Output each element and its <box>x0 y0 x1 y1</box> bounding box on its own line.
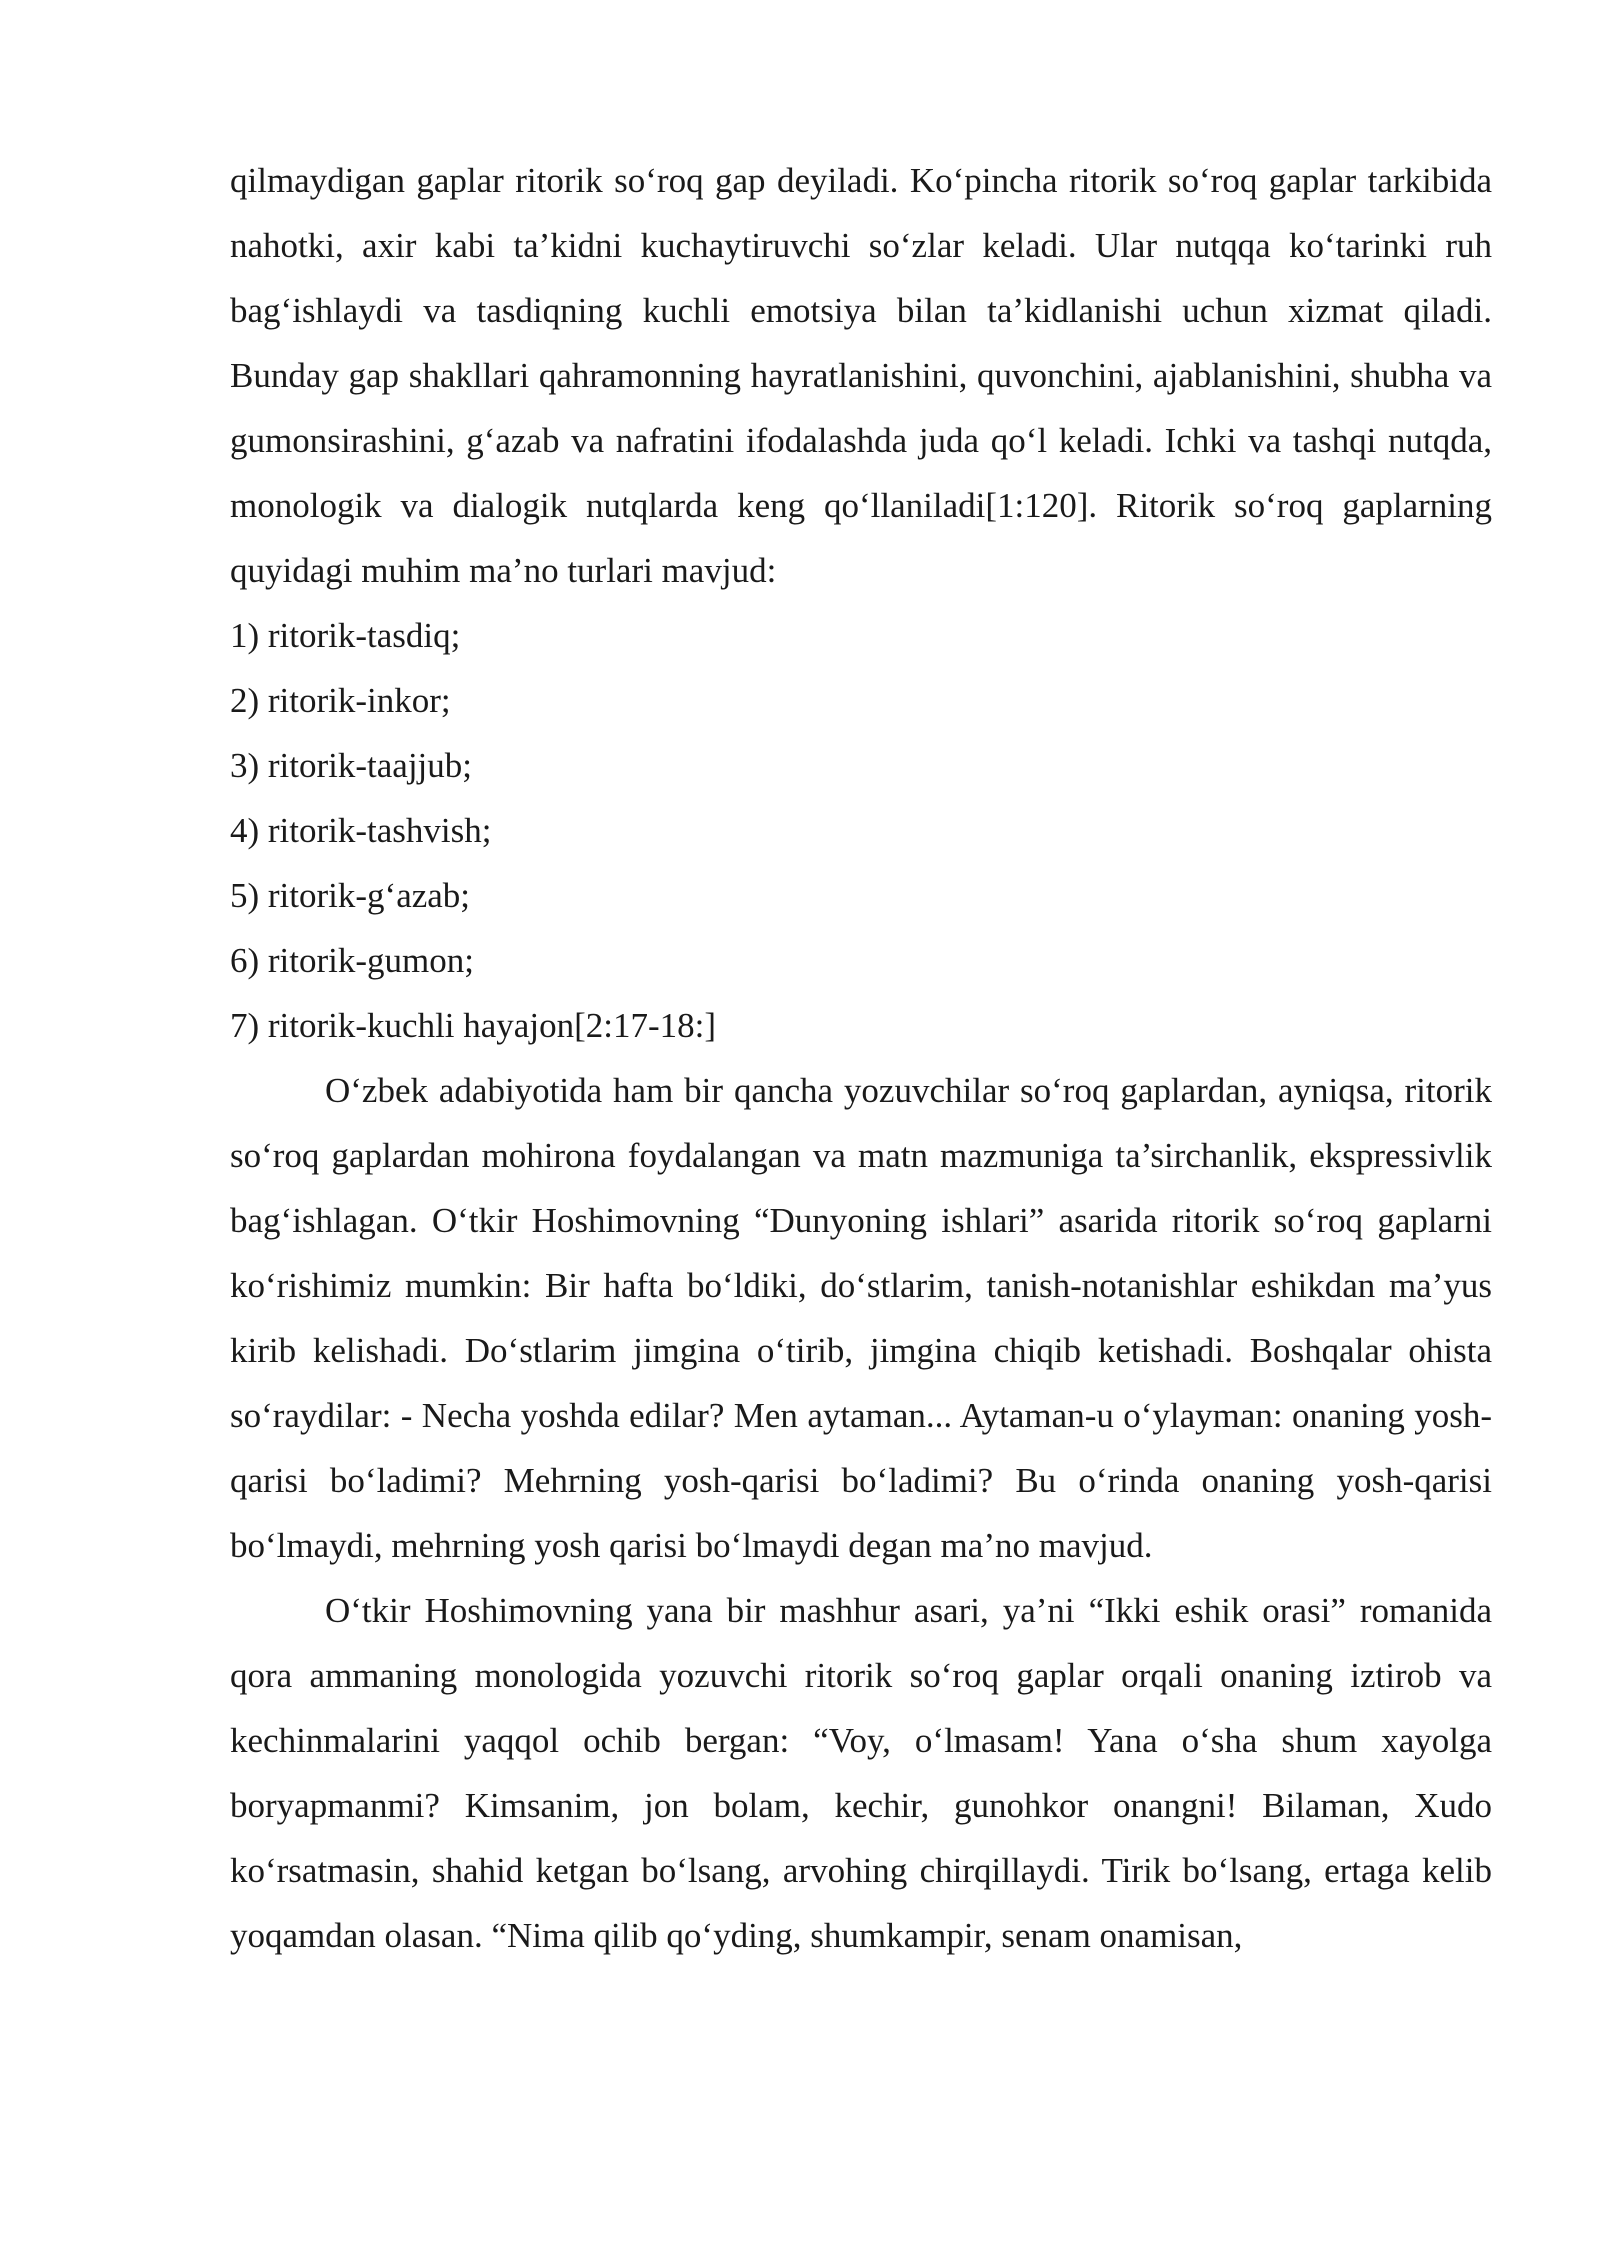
list-item: 4) ritorik-tashvish; <box>230 811 492 850</box>
list-item: 7) ritorik-kuchli hayajon[2:17-18:] <box>230 1006 716 1045</box>
list-item: 1) ritorik-tasdiq; <box>230 616 461 655</box>
meaning-types-list <box>230 603 1492 1058</box>
paragraph-2: O‘zbek adabiyotida ham bir qancha yozuvchilar so‘roq gaplardan, ayniqsa, ritorik so‘roq gaplardan mohirona foydalangan va matn mazmuniga ta’sirchanlik, ekspressivlik bag‘ishlagan. O‘tkir Hoshimovning “Dunyoning ishlari” asarida ritorik so‘roq gaplarni ko‘rishimiz mumkin: Bir hafta bo‘ldiki, do‘stlarim, tanish-notanishlar eshikdan ma’yus kirib kelishadi. Do‘stlarim jimgina o‘tirib, jimgina chiqib ketishadi. Boshqalar ohista so‘raydilar: - Necha yoshda edilar? Men aytaman... Aytaman-u o‘ylayman: onaning yosh-qarisi bo‘ladimi? Mehrning yosh-qarisi bo‘ladimi? Bu o‘rinda onaning yosh-qarisi bo‘lmaydi, mehrning yosh qarisi bo‘lmaydi degan ma’no mavjud. <box>230 1071 1492 1565</box>
list-item: 2) ritorik-inkor; <box>230 681 451 720</box>
list-item: 5) ritorik-g‘azab; <box>230 876 471 915</box>
paragraph-3: O‘tkir Hoshimovning yana bir mashhur asari, ya’ni “Ikki eshik orasi” romanida qora ammaning monologida yozuvchi ritorik so‘roq gaplar orqali onaning iztirob va kechinmalarini yaqqol ochib bergan: “Voy, o‘lmasam! Yana o‘sha shum xayolga boryapmanmi? Kimsanim, jon bolam, kechir, gunohkor onangni! Bilaman, Xudo ko‘rsatmasin, shahid ketgan bo‘lsang, arvohing chirqillaydi. Tirik bo‘lsang, ertaga kelib yoqamdan olasan. “Nima qilib qo‘yding, shumkampir, senam onamisan, <box>230 1591 1492 1955</box>
list-item: 6) ritorik-gumon; <box>230 941 474 980</box>
document-body <box>230 148 1492 1968</box>
paragraph-1: qilmaydigan gaplar ritorik so‘roq gap deyiladi. Ko‘pincha ritorik so‘roq gaplar tarkibida nahotki, axir kabi ta’kidni kuchaytiruvchi so‘zlar keladi. Ular nutqqa ko‘tarinki ruh bag‘ishlaydi va tasdiqning kuchli emotsiya bilan ta’kidlanishi uchun xizmat qiladi. Bunday gap shakllari qahramonning hayratlanishini, quvonchini, ajablanishini, shubha va gumonsirashini, g‘azab va nafratini ifodalashda juda qo‘l keladi. Ichki va tashqi nutqda, monologik va dialogik nutqlarda keng qo‘llaniladi[1:120]. Ritorik so‘roq gaplarning quyidagi muhim ma’no turlari mavjud: <box>230 161 1492 590</box>
list-item: 3) ritorik-taajjub; <box>230 746 473 785</box>
